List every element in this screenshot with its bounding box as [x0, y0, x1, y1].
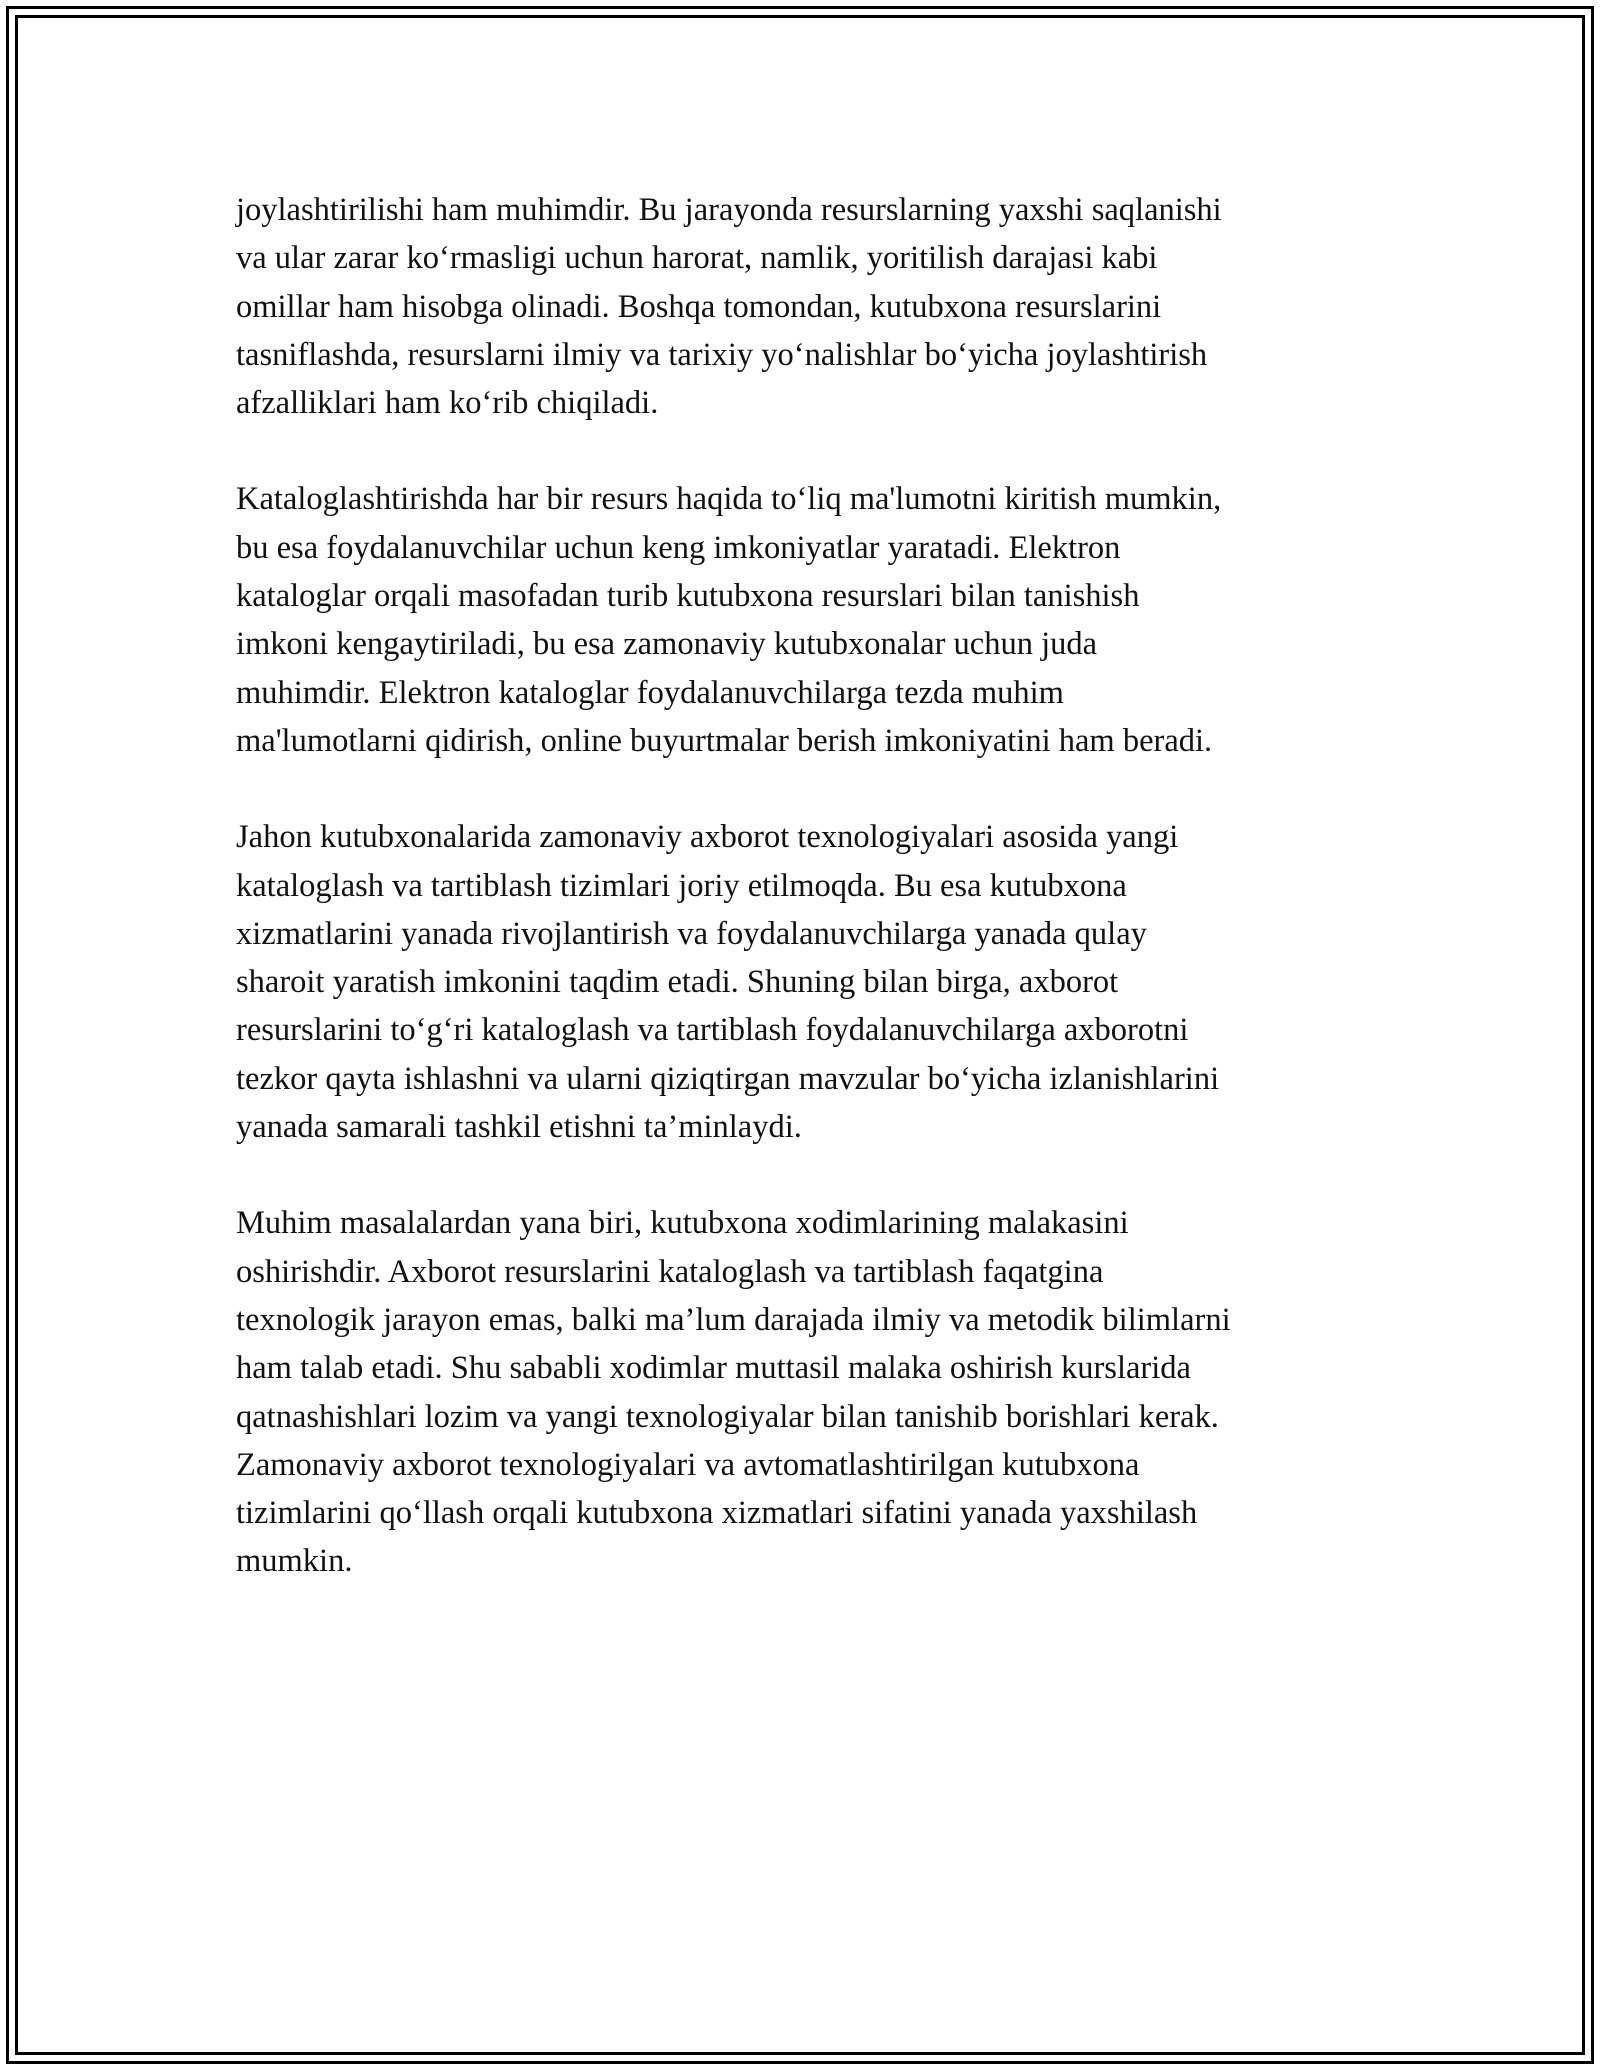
text-line: va ular zarar koʻrmasligi uchun harorat, namlik, yoritilish darajasi kabi: [236, 240, 1158, 277]
text-line: kataloglar orqali masofadan turib kutubxona resurslari bilan tanishish: [236, 578, 1140, 615]
text-line: joylashtirilishi ham muhimdir. Bu jarayonda resurslarning yaxshi saqlanishi: [236, 192, 1222, 228]
text-line: oshirishdir. Axborot resurslarini kataloglash va tartiblash faqatgina: [236, 1253, 1104, 1290]
paragraph-3: [236, 813, 1376, 1151]
text-line: ham talab etadi. Shu sababli xodimlar muttasil malaka oshirish kurslarida: [236, 1350, 1191, 1387]
text-line: resurslarini toʻgʻri kataloglash va tartiblash foydalanuvchilarga axborotni: [236, 1012, 1189, 1049]
text-line: Muhim masalalardan yana biri, kutubxona xodimlarining malakasini: [236, 1205, 1129, 1242]
text-line: tasniflashda, resurslarni ilmiy va tarixiy yoʻnalishlar boʻyicha joylashtirish: [236, 336, 1208, 373]
paragraph-4: [236, 1199, 1376, 1585]
text-line: qatnashishlari lozim va yangi texnologiyalar bilan tanishib borishlari kerak.: [236, 1398, 1219, 1435]
text-line: sharoit yaratish imkonini taqdim etadi. Shuning bilan birga, axborot: [236, 964, 1119, 1001]
text-line: mumkin.: [236, 1543, 353, 1580]
paragraph-1: [236, 186, 1376, 427]
text-line: Jahon kutubxonalarida zamonaviy axborot texnologiyalari asosida yangi: [236, 819, 1179, 856]
document-body: [236, 186, 1376, 1634]
text-line: texnologik jarayon emas, balki ma’lum darajada ilmiy va metodik bilimlarni: [236, 1301, 1231, 1338]
text-line: imkoni kengaytiriladi, bu esa zamonaviy kutubxonalar uchun juda: [236, 626, 1098, 663]
text-line: omillar ham hisobga olinadi. Boshqa tomondan, kutubxona resurslarini: [236, 288, 1162, 325]
text-line: xizmatlarini yanada rivojlantirish va foydalanuvchilarga yanada qulay: [236, 915, 1147, 952]
text-line: Zamonaviy axborot texnologiyalari va avtomatlashtirilgan kutubxona: [236, 1446, 1140, 1483]
text-line: muhimdir. Elektron kataloglar foydalanuvchilarga tezda muhim: [236, 674, 1064, 711]
text-line: afzalliklari ham koʻrib chiqiladi.: [236, 385, 659, 422]
paragraph-2: [236, 475, 1376, 765]
text-line: Kataloglashtirishda har bir resurs haqida toʻliq ma'lumotni kiritish mumkin,: [236, 481, 1222, 518]
text-line: tizimlarini qoʻllash orqali kutubxona xizmatlari sifatini yanada yaxshilash: [236, 1495, 1198, 1532]
text-line: yanada samarali tashkil etishni ta’minlaydi.: [236, 1109, 802, 1146]
text-line: kataloglash va tartiblash tizimlari joriy etilmoqda. Bu esa kutubxona: [236, 867, 1127, 904]
text-line: tezkor qayta ishlashni va ularni qiziqtirgan mavzular boʻyicha izlanishlarini: [236, 1060, 1220, 1097]
text-line: ma'lumotlarni qidirish, online buyurtmalar berish imkoniyatini ham beradi.: [236, 722, 1213, 759]
text-line: bu esa foydalanuvchilar uchun keng imkoniyatlar yaratadi. Elektron: [236, 529, 1121, 566]
